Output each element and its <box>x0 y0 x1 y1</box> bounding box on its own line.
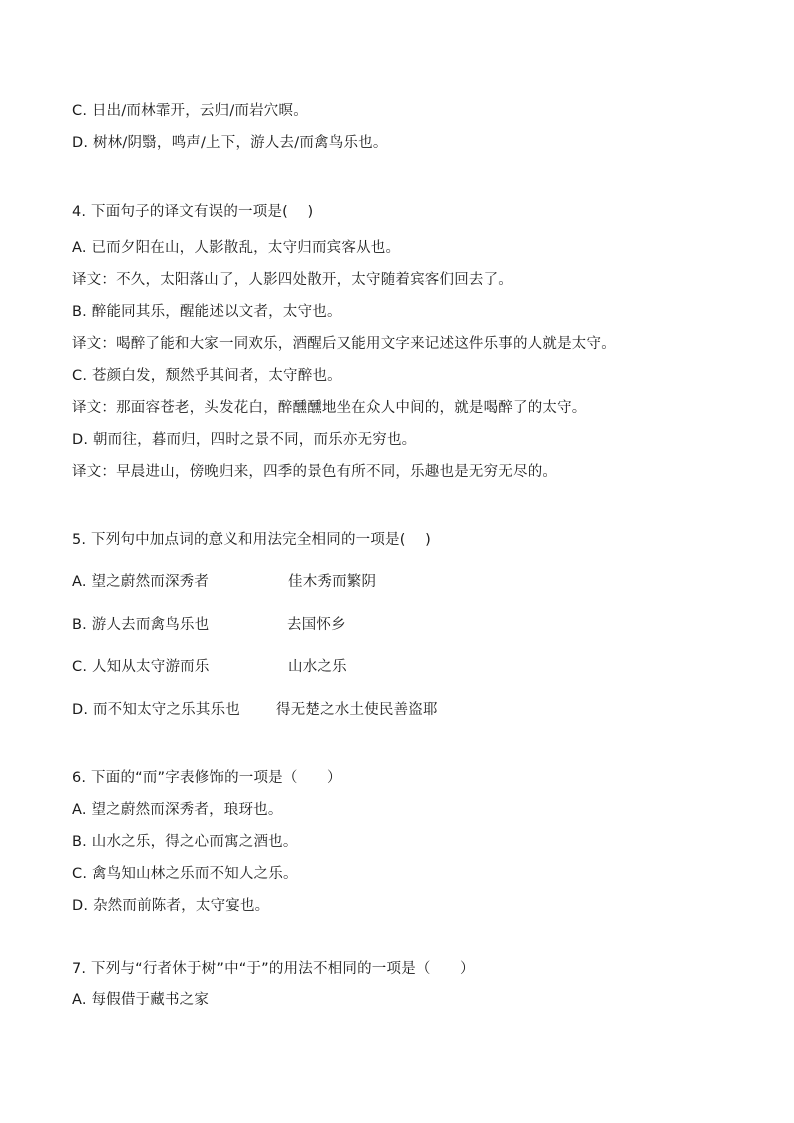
q4-stem: 4. 下面句子的译文有误的一项是( ) <box>72 204 314 220</box>
q6-option-d: D. 杂然而前陈者，太守宴也。 <box>72 898 270 914</box>
q4-translation-c: 译文：那面容苍老，头发花白，醉醺醺地坐在众人中间的，就是喝醉了的太守。 <box>72 400 587 416</box>
q6-option-a: A. 望之蔚然而深秀者，琅玡也。 <box>72 802 283 818</box>
q5-option-a-right: 佳木秀而繁阴 <box>288 574 377 590</box>
q5-option-b-right: 去国怀乡 <box>287 617 346 633</box>
q5-option-a-left: A. 望之蔚然而深秀者 <box>72 574 210 590</box>
q7-stem: 7. 下列与“行者休于树”中“于”的用法不相同的一项是（ ） <box>72 961 475 977</box>
q4-option-c: C. 苍颜白发，颓然乎其间者，太守醉也。 <box>72 368 342 384</box>
q4-option-b: B. 醉能同其乐，醒能述以文者，太守也。 <box>72 304 342 320</box>
q5-option-d-left: D. 而不知太守之乐其乐也 <box>72 702 240 718</box>
q4-translation-d: 译文：早晨进山，傍晚归来，四季的景色有所不同，乐趣也是无穷无尽的。 <box>72 464 558 480</box>
q4-translation-a: 译文：不久，太阳落山了，人影四处散开，太守随着宾客们回去了。 <box>72 272 513 288</box>
q5-option-c-left: C. 人知从太守游而乐 <box>72 659 210 675</box>
q3-option-c: C. 日出/而林霏开，云归/而岩穴暝。 <box>72 103 308 119</box>
q6-option-c: C. 禽鸟知山林之乐而不知人之乐。 <box>72 866 298 882</box>
q6-option-b: B. 山水之乐，得之心而寓之酒也。 <box>72 834 298 850</box>
q5-option-c-right: 山水之乐 <box>288 659 347 675</box>
q6-stem: 6. 下面的“而”字表修饰的一项是（ ） <box>72 770 342 786</box>
q5-option-d-right: 得无楚之水土使民善盗耶 <box>276 702 438 718</box>
q4-option-a: A. 已而夕阳在山，人影散乱，太守归而宾客从也。 <box>72 240 401 256</box>
q3-option-d: D. 树林/阴翳，鸣声/上下，游人去/而禽鸟乐也。 <box>72 135 388 151</box>
q4-translation-b: 译文：喝醉了能和大家一同欢乐，酒醒后又能用文字来记述这件乐事的人就是太守。 <box>72 336 616 352</box>
q7-option-a: A. 每假借于藏书之家 <box>72 992 210 1008</box>
q5-stem: 5. 下列句中加点词的意义和用法完全相同的一项是( ) <box>72 532 431 548</box>
q4-option-d: D. 朝而往，暮而归，四时之景不同，而乐亦无穷也。 <box>72 432 417 448</box>
q5-option-b-left: B. 游人去而禽鸟乐也 <box>72 617 210 633</box>
